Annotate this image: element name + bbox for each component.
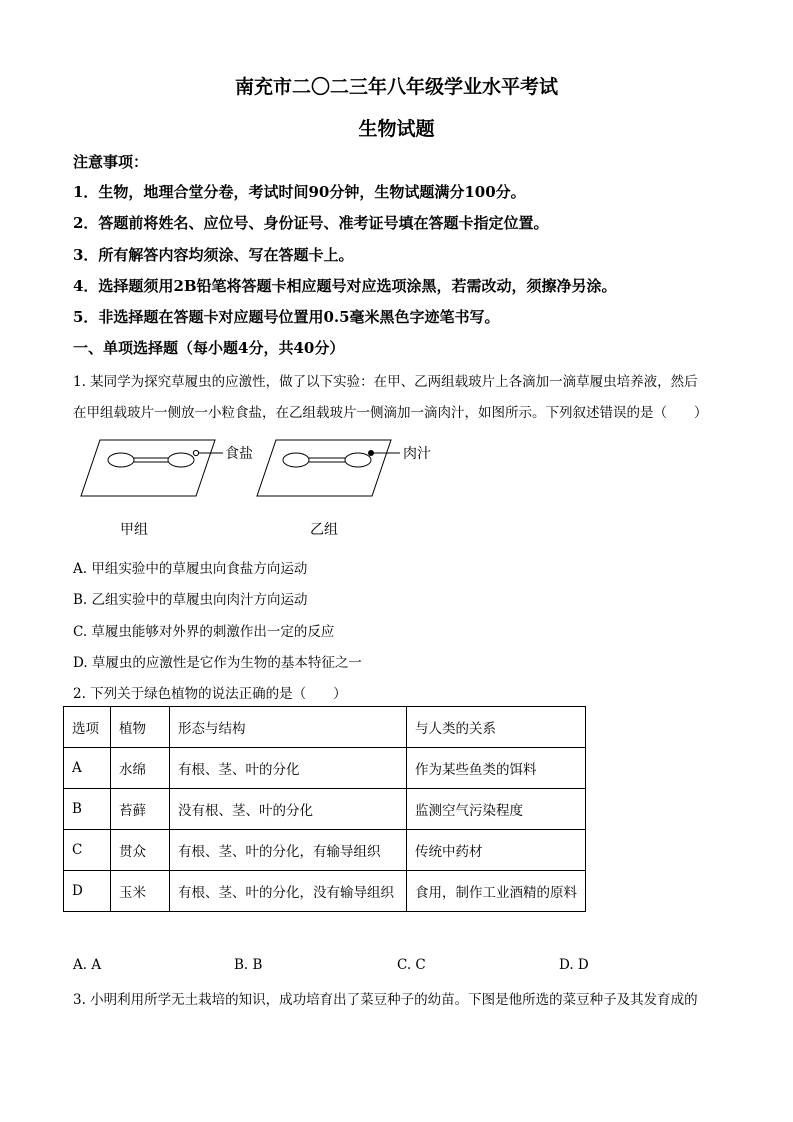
table-header-cell: 形态与结构: [170, 707, 407, 748]
table-header-cell: 选项: [64, 707, 111, 748]
question-1-stem: 在甲组载玻片一侧放一小粒食盐，在乙组载玻片一侧滴加一滴肉汁，如图所示。下列叙述错误的是（ ）: [73, 405, 708, 421]
table-row: [64, 789, 586, 830]
question-1-option-d: D. 草履虫的应激性是它作为生物的基本特征之一: [73, 655, 362, 671]
table-row: [64, 748, 586, 789]
table-header-cell: 与人类的关系: [407, 707, 586, 748]
notice-item: 2．答题前将姓名、应位号、身份证号、准考证号填在答题卡指定位置。: [73, 214, 549, 232]
table-cell: 有根、茎、叶的分化: [170, 748, 407, 789]
table-row: [64, 871, 586, 912]
notice-item: 3．所有解答内容均须涂、写在答题卡上。: [73, 246, 354, 264]
table-cell: 有根、茎、叶的分化，有输导组织: [170, 830, 407, 871]
question-3-stem: 3. 小明利用所学无土栽培的知识，成功培育出了菜豆种子的幼苗。下图是他所选的菜豆种子及其发育成的: [73, 992, 698, 1008]
slide-a: [81, 440, 215, 496]
group-b-label: 乙组: [310, 522, 338, 538]
table-cell: 监测空气污染程度: [407, 789, 586, 830]
table-header-row: [64, 707, 586, 748]
question-2-answer-c: C. C: [397, 957, 426, 973]
question-2-stem: 2. 下列关于绿色植物的说法正确的是（ ）: [73, 686, 347, 702]
group-a-label: 甲组: [120, 522, 148, 538]
table-cell: 贯众: [111, 830, 170, 871]
drop-b-right: [345, 453, 371, 467]
exam-title: 南充市二〇二三年八年级学业水平考试: [234, 76, 558, 98]
table-cell: D: [64, 871, 111, 912]
drop-b-left: [283, 453, 309, 467]
question-1-option-c: C. 草履虫能够对外界的刺激作出一定的反应: [73, 624, 335, 640]
slide-b: [257, 440, 391, 496]
table-row: [64, 830, 586, 871]
plants-table: [63, 706, 586, 912]
table-cell: 作为某些鱼类的饵料: [407, 748, 586, 789]
notice-item: 5．非选择题在答题卡对应题号位置用0.5毫米黑色字迹笔书写。: [73, 308, 500, 326]
table-cell: 没有根、茎、叶的分化: [170, 789, 407, 830]
drop-a-left: [108, 453, 134, 467]
table-cell: 水绵: [111, 748, 170, 789]
exam-subject: 生物试题: [358, 118, 435, 140]
table-cell: B: [64, 789, 111, 830]
table-cell: C: [64, 830, 111, 871]
notice-item: 1．生物，地理合堂分卷，考试时间90分钟，生物试题满分100分。: [73, 183, 526, 201]
salt-label: 食盐: [225, 446, 253, 462]
table-cell: A: [64, 748, 111, 789]
table-cell: 有根、茎、叶的分化，没有输导组织: [170, 871, 407, 912]
question-1-option-a: A. 甲组实验中的草履虫向食盐方向运动: [73, 561, 308, 577]
table-cell: 食用，制作工业酒精的原料: [407, 871, 586, 912]
question-2-answer-d: D. D: [559, 957, 589, 973]
section-heading: 一、单项选择题（每小题4分，共40分）: [73, 339, 345, 357]
question-1-stem: 1. 某同学为探究草履虫的应激性，做了以下实验：在甲、乙两组载玻片上各滴加一滴草履虫培养液，然后: [73, 374, 698, 390]
salt-grain: [193, 450, 198, 455]
notice-heading: 注意事项：: [73, 153, 149, 171]
question-1-option-b: B. 乙组实验中的草履虫向肉汁方向运动: [73, 592, 308, 608]
notice-item: 4．选择题须用2B铅笔将答题卡相应题号对应选项涂黑，若需改动，须擦净另涂。: [73, 277, 617, 295]
table-cell: 苔藓: [111, 789, 170, 830]
question-2-answer-b: B. B: [234, 957, 263, 973]
paramecium-experiment-figure: [73, 434, 453, 544]
table-header-cell: 植物: [111, 707, 170, 748]
table-cell: 玉米: [111, 871, 170, 912]
slides-diagram: [73, 434, 453, 504]
question-2-answer-a: A. A: [73, 957, 102, 973]
drop-a-right: [168, 453, 194, 467]
juice-label: 肉汁: [403, 446, 431, 462]
table-cell: 传统中药材: [407, 830, 586, 871]
